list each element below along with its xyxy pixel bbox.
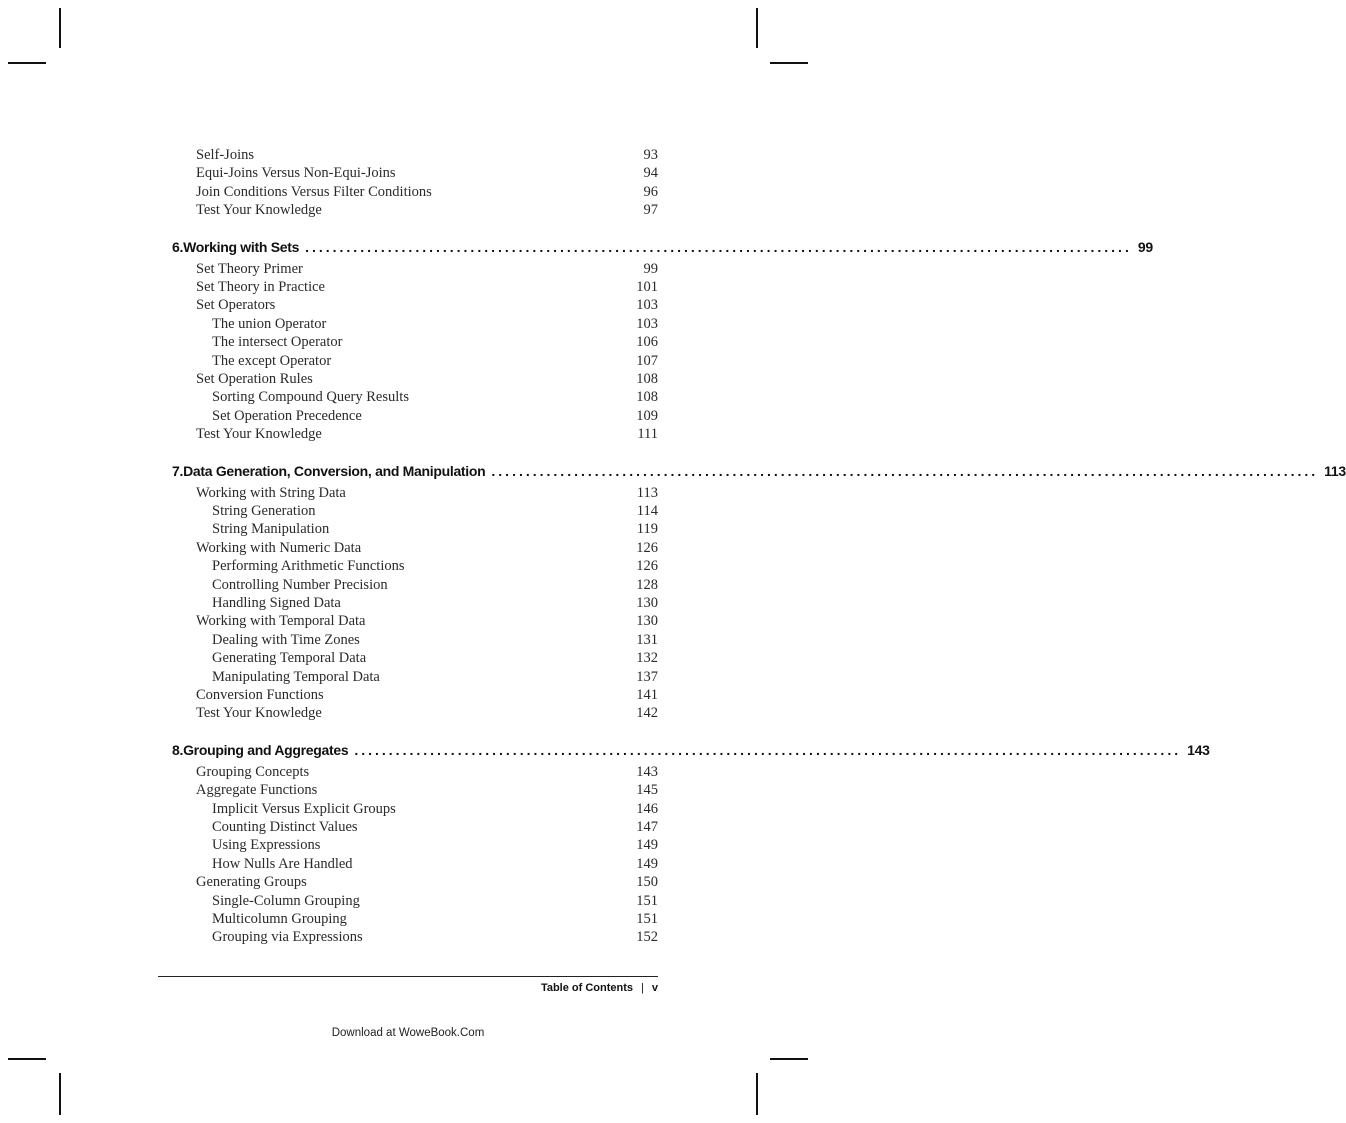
entry-title: Manipulating Temporal Data — [212, 668, 380, 685]
entry-title: Performing Arithmetic Functions — [212, 558, 405, 575]
entry-page-number: 130 — [636, 595, 658, 611]
entry-page-number: 143 — [636, 763, 658, 780]
chapter-heading[interactable] — [172, 740, 1210, 760]
entry-title: Test Your Knowledge — [196, 426, 322, 443]
entry-page-number: 152 — [636, 929, 658, 946]
entry-title: Working with Numeric Data — [196, 539, 362, 556]
entry-page-number: 147 — [636, 819, 658, 835]
entry-title: Equi-Joins Versus Non-Equi-Joins — [196, 165, 396, 182]
entry-title: Set Operation Precedence — [212, 407, 362, 424]
crop-mark-bottom-right-vertical — [756, 1073, 758, 1115]
entry-page-number: 94 — [643, 165, 658, 182]
crop-mark-top-right-horizontal — [770, 62, 808, 64]
footer-separator: | — [641, 982, 644, 994]
page-footer — [541, 982, 658, 994]
chapter-heading[interactable] — [172, 237, 1153, 257]
toc-entry[interactable] — [196, 425, 658, 443]
entry-page-number: 101 — [636, 279, 658, 295]
toc-subentry[interactable] — [212, 928, 658, 946]
toc-subentry[interactable] — [212, 388, 658, 406]
entry-title: Aggregate Functions — [196, 782, 318, 799]
toc-subentry[interactable] — [212, 407, 658, 425]
entry-page-number: 146 — [636, 800, 658, 817]
chapter-page-number: 143 — [1187, 741, 1210, 758]
entry-title: Sorting Compound Query Results — [212, 389, 409, 406]
entry-title: Handling Signed Data — [212, 595, 341, 611]
entry-title: Set Theory Primer — [196, 260, 303, 277]
toc-subentry[interactable] — [212, 668, 658, 686]
chapter-page-number: 113 — [1324, 462, 1346, 479]
chapter-title: Data Generation, Conversion, and Manipulation — [183, 462, 486, 479]
toc-entry[interactable] — [196, 686, 658, 704]
entry-title: Conversion Functions — [196, 687, 324, 703]
toc-entry[interactable] — [196, 370, 658, 388]
chapter-page-number: 99 — [1137, 238, 1153, 255]
entry-title: Grouping via Expressions — [212, 929, 363, 946]
entry-title: Working with Temporal Data — [196, 613, 366, 630]
dot-leader: ........................................................................................................................ — [491, 462, 1319, 479]
toc-subentry[interactable] — [212, 631, 658, 649]
toc-subentry[interactable] — [212, 576, 658, 594]
entry-title: Controlling Number Precision — [212, 576, 388, 593]
entry-page-number: 126 — [636, 539, 658, 556]
toc-subentry[interactable] — [212, 649, 658, 667]
entry-page-number: 108 — [636, 389, 658, 406]
entry-page-number: 128 — [636, 576, 658, 593]
entry-title: Test Your Knowledge — [196, 202, 322, 219]
entry-page-number: 113 — [636, 484, 658, 501]
entry-page-number: 151 — [636, 892, 658, 909]
entry-page-number: 141 — [636, 687, 658, 703]
entry-page-number: 99 — [643, 260, 658, 277]
crop-mark-top-right-vertical — [756, 8, 758, 48]
entry-page-number: 119 — [636, 521, 658, 538]
toc-subentry[interactable] — [212, 836, 658, 854]
entry-page-number: 131 — [636, 631, 658, 648]
entry-title: The union Operator — [212, 315, 327, 332]
toc-entry[interactable] — [196, 763, 658, 781]
entry-title: Join Conditions Versus Filter Conditions — [196, 183, 432, 200]
toc-entry[interactable] — [196, 296, 658, 314]
chapter-title: Working with Sets — [183, 238, 300, 255]
chapter-number: 8. — [172, 741, 184, 758]
crop-mark-bottom-right-horizontal — [770, 1058, 808, 1060]
entry-title: String Manipulation — [212, 521, 330, 538]
entry-title: Set Theory in Practice — [196, 279, 325, 295]
toc-entry[interactable] — [196, 539, 658, 557]
entry-page-number: 107 — [636, 352, 658, 369]
entry-page-number: 126 — [636, 558, 658, 575]
dot-leader: ........................................................................................................................ — [305, 238, 1132, 255]
entry-page-number: 93 — [643, 147, 658, 163]
toc-subentry[interactable] — [212, 910, 658, 928]
entry-page-number: 103 — [636, 297, 658, 314]
toc-subentry[interactable] — [212, 800, 658, 818]
toc-entry[interactable] — [196, 278, 658, 296]
download-note: Download at WoweBook.Com — [331, 1027, 485, 1039]
crop-mark-bottom-left-horizontal — [8, 1058, 46, 1060]
entry-title: String Generation — [212, 503, 316, 519]
entry-page-number: 114 — [636, 503, 658, 519]
entry-title: Generating Groups — [196, 874, 307, 891]
crop-mark-top-left-horizontal — [8, 62, 46, 64]
toc-subentry[interactable] — [212, 333, 658, 351]
entry-title: Implicit Versus Explicit Groups — [212, 800, 396, 817]
crop-mark-bottom-left-vertical — [59, 1073, 61, 1115]
entry-page-number: 150 — [636, 874, 658, 891]
entry-title: Generating Temporal Data — [212, 650, 367, 667]
entry-page-number: 151 — [636, 911, 658, 927]
dot-leader: ........................................................................................................................ — [354, 741, 1182, 758]
footer-section-title: Table of Contents — [540, 982, 634, 994]
entry-page-number: 108 — [636, 371, 658, 387]
entry-page-number: 145 — [636, 782, 658, 799]
toc-subentry[interactable] — [212, 520, 658, 538]
toc-entry[interactable] — [196, 146, 658, 164]
toc-subentry[interactable] — [212, 315, 658, 333]
entry-title: Set Operation Rules — [196, 371, 313, 387]
toc-subentry[interactable] — [212, 557, 658, 575]
chapter-heading[interactable] — [172, 461, 1346, 481]
entry-page-number: 149 — [636, 837, 658, 854]
entry-page-number: 149 — [636, 855, 658, 872]
entry-page-number: 106 — [636, 334, 658, 351]
entry-title: Single-Column Grouping — [212, 892, 360, 909]
toc-entry[interactable] — [196, 260, 658, 278]
toc-entry[interactable] — [196, 873, 658, 891]
entry-title: How Nulls Are Handled — [212, 855, 353, 872]
toc-subentry[interactable] — [212, 855, 658, 873]
footer-page-number: v — [651, 982, 658, 994]
entry-title: The intersect Operator — [212, 334, 343, 351]
toc-subentry[interactable] — [212, 594, 658, 612]
footer-rule — [158, 976, 658, 977]
entry-page-number: 132 — [636, 650, 658, 667]
toc-entry[interactable] — [196, 201, 658, 219]
entry-page-number: 111 — [637, 426, 658, 443]
toc-entry[interactable] — [196, 612, 658, 630]
entry-page-number: 97 — [643, 202, 658, 219]
entry-page-number: 142 — [636, 705, 658, 722]
toc-entry[interactable] — [196, 704, 658, 722]
entry-page-number: 130 — [636, 613, 658, 630]
entry-title: Test Your Knowledge — [196, 705, 322, 722]
entry-title: Using Expressions — [212, 837, 321, 854]
entry-title: Set Operators — [196, 297, 276, 314]
chapter-title: Grouping and Aggregates — [183, 741, 349, 758]
entry-page-number: 109 — [636, 407, 658, 424]
toc-entry[interactable] — [196, 781, 658, 799]
entry-title: Dealing with Time Zones — [212, 631, 360, 648]
chapter-number: 7. — [172, 462, 184, 479]
toc-entry[interactable] — [196, 164, 658, 182]
toc-entry[interactable] — [196, 484, 658, 502]
entry-title: Grouping Concepts — [196, 763, 310, 780]
entry-title: Counting Distinct Values — [212, 819, 358, 835]
toc-subentry[interactable] — [212, 818, 658, 836]
toc-subentry[interactable] — [212, 892, 658, 910]
entry-title: Multicolumn Grouping — [212, 911, 347, 927]
crop-mark-top-left-vertical — [59, 8, 61, 48]
toc-subentry[interactable] — [212, 502, 658, 520]
entry-page-number: 96 — [643, 183, 658, 200]
chapter-number: 6. — [172, 238, 184, 255]
entry-title: Self-Joins — [196, 147, 254, 163]
toc-subentry[interactable] — [212, 352, 658, 370]
entry-title: The except Operator — [212, 352, 332, 369]
entry-page-number: 137 — [636, 668, 658, 685]
toc-entry[interactable] — [196, 183, 658, 201]
entry-page-number: 103 — [636, 315, 658, 332]
entry-title: Working with String Data — [196, 484, 346, 501]
